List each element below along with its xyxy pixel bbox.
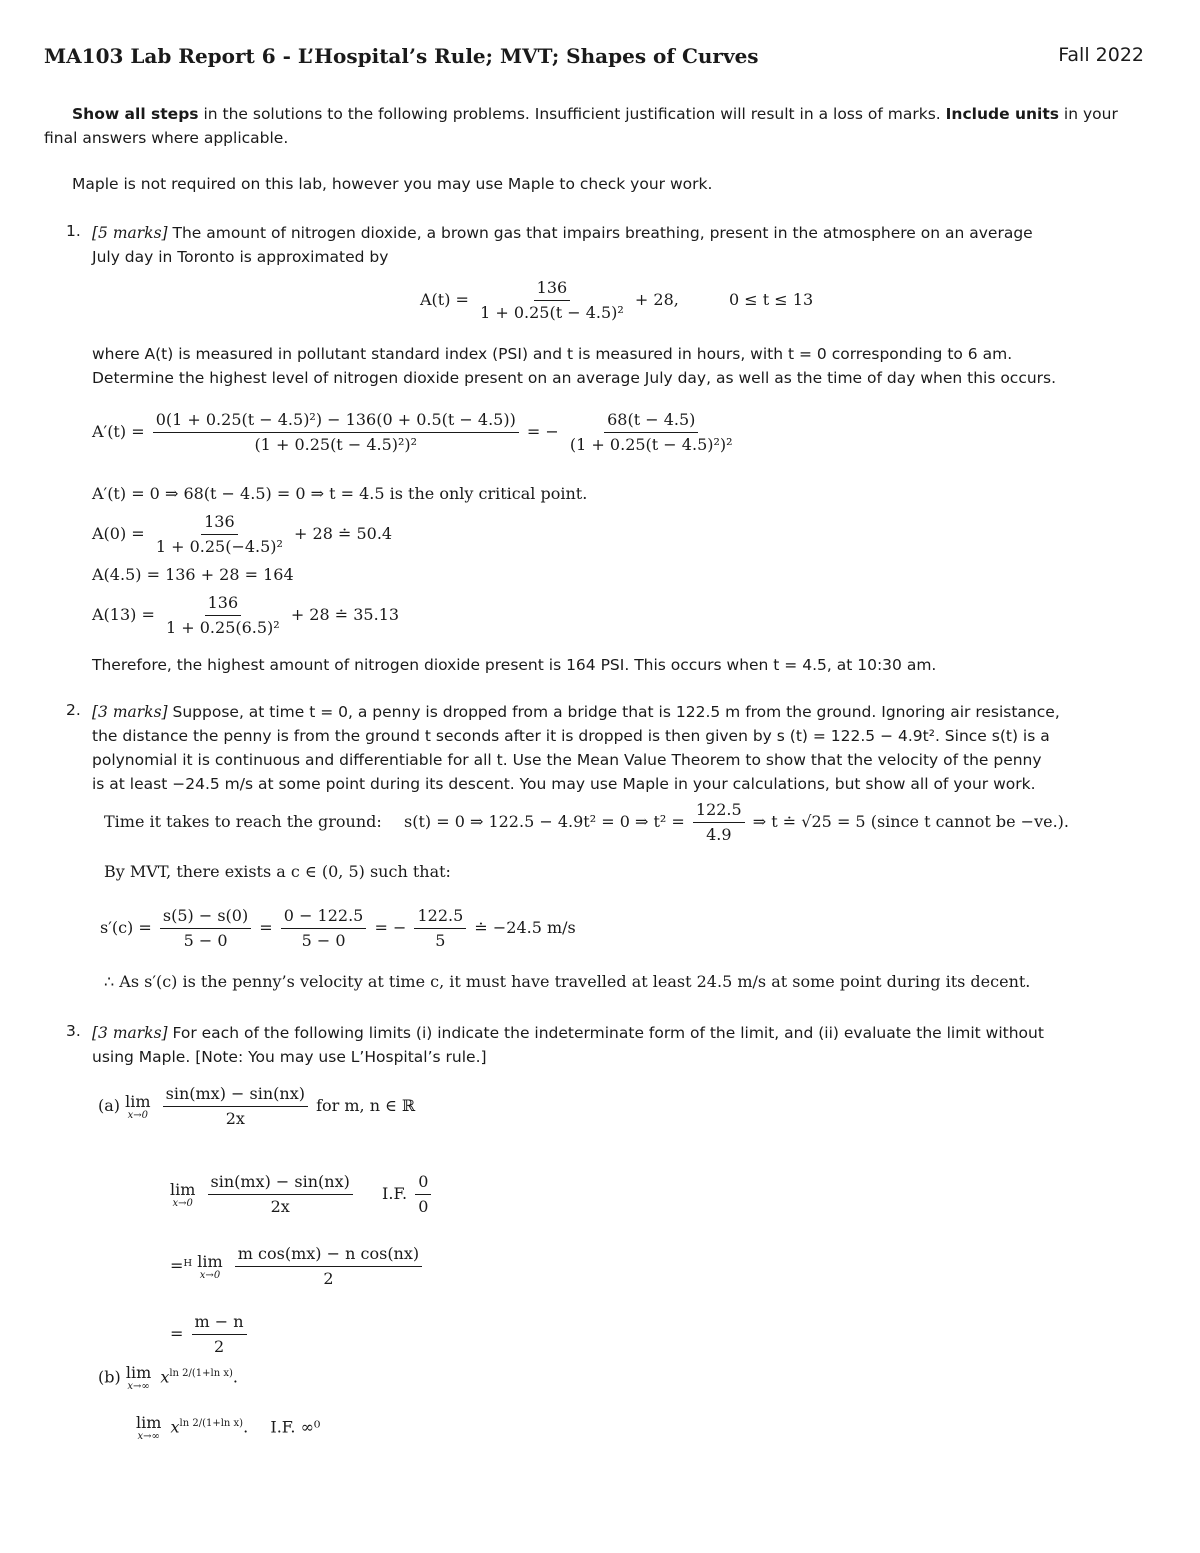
q3a-numerator: sin(mx) − sin(nx) bbox=[163, 1084, 308, 1107]
q3b-step1-period: . bbox=[243, 1417, 249, 1437]
q3a-step2-lim-word: lim bbox=[197, 1251, 223, 1271]
q1-a13 bbox=[92, 593, 399, 638]
q3a-if-denominator: 0 bbox=[418, 1197, 429, 1216]
q1-a0-fraction bbox=[153, 512, 286, 557]
q3a-step1-denominator: 2x bbox=[270, 1197, 290, 1216]
q1-formula-lhs: A(t) = bbox=[420, 290, 469, 309]
q1-a0-rest: + 28 ≐ 50.4 bbox=[294, 524, 393, 543]
q1-marks: [5 marks] bbox=[92, 224, 168, 242]
q3a-if-numerator: 0 bbox=[415, 1172, 431, 1195]
q1-text1: The amount of nitrogen dioxide, a brown gas that impairs breathing, present in the atmosphere on an average bbox=[167, 224, 1033, 242]
intro-bold-1: Show all steps bbox=[72, 105, 199, 123]
q1-statement-line1 bbox=[92, 221, 1033, 245]
q1-a0-denominator: 1 + 0.25(−4.5)² bbox=[155, 537, 283, 556]
q3a-denominator: 2x bbox=[225, 1109, 245, 1128]
q3a-condition: for m, n ∈ ℝ bbox=[316, 1096, 416, 1115]
q3a-limit bbox=[125, 1093, 150, 1121]
q3a-step3-numerator: m − n bbox=[192, 1312, 247, 1335]
q1-statement-line2: July day in Toronto is approximated by bbox=[92, 248, 389, 266]
q2-ground-denominator: 4.9 bbox=[706, 825, 732, 844]
q3a-if-fraction bbox=[415, 1172, 431, 1217]
q3b-lim-word: lim bbox=[125, 1363, 152, 1382]
q3a-step2-limit bbox=[197, 1253, 222, 1281]
q1-formula-rest: + 28, bbox=[634, 290, 679, 309]
q3b-base: x bbox=[160, 1367, 170, 1387]
q3a-fraction bbox=[163, 1084, 308, 1129]
q3b-step1 bbox=[136, 1414, 320, 1442]
q2-mvt-equation bbox=[100, 906, 576, 951]
q1-formula-numerator: 136 bbox=[534, 278, 571, 301]
q3a-step3-fraction bbox=[192, 1312, 247, 1357]
q3-number: 3. bbox=[66, 1022, 81, 1040]
q2-mvt-fraction-2 bbox=[281, 906, 367, 951]
q1-a13-fraction bbox=[163, 593, 283, 638]
q2-mvt-text: By MVT, there exists a c ∈ (0, 5) such that: bbox=[104, 862, 451, 881]
q3b-lim-sub: x→∞ bbox=[127, 1381, 150, 1392]
q2-mvt-equals-2: = − bbox=[374, 918, 407, 937]
q1-a13-numerator: 136 bbox=[205, 593, 242, 616]
q3b-step1-exponent: ln 2/(1+ln x) bbox=[179, 1418, 244, 1430]
q3a-problem bbox=[98, 1084, 415, 1129]
intro-text-1: in the solutions to the following problems. Insufficient justification will result in a loss of marks. bbox=[198, 105, 941, 123]
q2-statement-line4: is at least −24.5 m/s at some point during its descent. You may use Maple in your calculations, but show all of your work. bbox=[92, 775, 1036, 793]
q3a-step3 bbox=[170, 1312, 250, 1357]
intro-text-2: in your final answers where applicable. bbox=[44, 105, 1118, 147]
q2-mvt-denominator-1: 5 − 0 bbox=[183, 931, 228, 950]
q1-model-formula bbox=[420, 278, 813, 323]
q2-ground-numerator: 122.5 bbox=[693, 800, 745, 823]
q3a-step1-numerator: sin(mx) − sin(nx) bbox=[208, 1172, 353, 1195]
q2-mvt-numerator-1: s(5) − s(0) bbox=[160, 906, 251, 929]
q3-statement-line2: using Maple. [Note: You may use L’Hospital’s rule.] bbox=[92, 1048, 487, 1066]
q2-statement-line1 bbox=[92, 700, 1060, 724]
q3-statement-line1 bbox=[92, 1021, 1044, 1045]
q1-formula-denominator: 1 + 0.25(t − 4.5)² bbox=[480, 303, 624, 322]
q2-ground-eq1: s(t) = 0 ⇒ 122.5 − 4.9t² = 0 ⇒ t² = bbox=[403, 812, 685, 831]
q3b-step1-limit bbox=[136, 1414, 161, 1442]
q3a-step2 bbox=[170, 1244, 425, 1289]
q2-ground-fraction bbox=[693, 800, 745, 845]
q1-a45: A(4.5) = 136 + 28 = 164 bbox=[92, 565, 294, 584]
q3a-step2-denominator: 2 bbox=[323, 1269, 334, 1288]
q1-formula-fraction bbox=[477, 278, 627, 323]
q3a-lim-word: lim bbox=[125, 1091, 151, 1111]
q1-number: 1. bbox=[66, 222, 81, 240]
q3a-step2-lim-sub: x→0 bbox=[199, 1269, 221, 1281]
q2-marks: [3 marks] bbox=[92, 703, 168, 721]
q2-number: 2. bbox=[66, 701, 81, 719]
q3b-step1-lim-word: lim bbox=[136, 1413, 162, 1432]
q3b-step1-base: x bbox=[170, 1417, 180, 1437]
q3b-exponent: ln 2/(1+ln x) bbox=[169, 1368, 233, 1380]
q3b-problem bbox=[98, 1364, 238, 1392]
q3a-if-label: I.F. bbox=[382, 1184, 408, 1203]
q2-mvt-lhs: s′(c) = bbox=[100, 918, 152, 937]
q1-deriv-numerator-1: 0(1 + 0.25(t − 4.5)²) − 136(0 + 0.5(t − 4.5)) bbox=[153, 410, 519, 433]
q1-a13-denominator: 1 + 0.25(6.5)² bbox=[165, 618, 280, 637]
q3a-step1-lim-sub: x→0 bbox=[172, 1197, 193, 1209]
q1-a0-lhs: A(0) = bbox=[92, 524, 145, 543]
q3a-step1 bbox=[170, 1172, 434, 1217]
q2-mvt-result: ≐ −24.5 m/s bbox=[474, 918, 576, 937]
q3-line1: For each of the following limits (i) indicate the indeterminate form of the limit, and (ii) evaluate the limit without bbox=[167, 1024, 1044, 1042]
q3a-step1-limit bbox=[170, 1181, 195, 1209]
q3b-period: . bbox=[232, 1367, 239, 1387]
q3a-step2-fraction bbox=[235, 1244, 422, 1289]
q3a-step1-lim-word: lim bbox=[170, 1179, 196, 1199]
q1-deriv-denominator-1: (1 + 0.25(t − 4.5)²)² bbox=[254, 435, 418, 454]
q2-statement-line3: polynomial it is continuous and differentiable for all t. Use the Mean Value Theorem to show that the velocity of the penny bbox=[92, 751, 1042, 769]
q2-line1: Suppose, at time t = 0, a penny is dropped from a bridge that is 122.5 m from the ground. Ignoring air resistance, bbox=[167, 703, 1060, 721]
q3a-step3-denominator: 2 bbox=[213, 1337, 225, 1356]
maple-note: Maple is not required on this lab, however you may use Maple to check your work. bbox=[72, 175, 713, 193]
q3b-label: (b) bbox=[98, 1367, 121, 1387]
q3b-if-label: I.F. ∞⁰ bbox=[270, 1417, 321, 1437]
document-title: MA103 Lab Report 6 - L’Hospital’s Rule; MVT; Shapes of Curves bbox=[44, 44, 759, 68]
q1-deriv-denominator-2: (1 + 0.25(t − 4.5)²)² bbox=[569, 435, 733, 454]
intro-paragraph bbox=[44, 102, 1144, 150]
q1-deriv-fraction-1 bbox=[153, 410, 519, 455]
q3a-step1-fraction bbox=[208, 1172, 353, 1217]
q3b-step1-lim-sub: x→∞ bbox=[137, 1431, 160, 1442]
q2-mvt-fraction-3 bbox=[414, 906, 466, 951]
q1-where-line2: Determine the highest level of nitrogen dioxide present on an average July day, as well as the time of day when this occurs. bbox=[92, 369, 1057, 387]
q1-a0 bbox=[92, 512, 392, 557]
q1-a0-numerator: 136 bbox=[201, 512, 238, 535]
q2-mvt-equals-1: = bbox=[259, 918, 273, 937]
q3a-lim-sub: x→0 bbox=[127, 1109, 149, 1121]
q2-conclusion: ∴ As s′(c) is the penny’s velocity at time c, it must have travelled at least 24.5 m/s at some point during its decent. bbox=[104, 972, 1031, 991]
q1-a13-rest: + 28 ≐ 35.13 bbox=[290, 605, 400, 624]
q3a-step2-eq: =ᴴ bbox=[170, 1256, 193, 1275]
q1-deriv-fraction-2 bbox=[567, 410, 736, 455]
q1-deriv-numerator-2: 68(t − 4.5) bbox=[604, 410, 698, 433]
q1-critical-point: A′(t) = 0 ⇒ 68(t − 4.5) = 0 ⇒ t = 4.5 is the only critical point. bbox=[92, 484, 588, 503]
q2-mvt-numerator-2: 0 − 122.5 bbox=[281, 906, 367, 929]
q2-mvt-numerator-3: 122.5 bbox=[414, 906, 466, 929]
q2-mvt-denominator-2: 5 − 0 bbox=[301, 931, 346, 950]
q2-mvt-denominator-3: 5 bbox=[435, 931, 446, 950]
q2-mvt-fraction-1 bbox=[160, 906, 251, 951]
q1-conclusion: Therefore, the highest amount of nitrogen dioxide present is 164 PSI. This occurs when t = 4.5, at 10:30 am. bbox=[92, 656, 937, 674]
q1-derivative bbox=[92, 410, 739, 455]
q3a-label: (a) bbox=[98, 1096, 121, 1115]
q1-deriv-eq: = − bbox=[526, 422, 559, 441]
intro-bold-2: Include units bbox=[945, 105, 1059, 123]
term-label: Fall 2022 bbox=[1058, 44, 1144, 66]
q3a-step3-eq: = bbox=[170, 1324, 184, 1343]
q3a-step2-numerator: m cos(mx) − n cos(nx) bbox=[235, 1244, 422, 1267]
q1-a13-lhs: A(13) = bbox=[92, 605, 155, 624]
q2-ground-eq2: ⇒ t ≐ √25 = 5 (since t cannot be −ve.). bbox=[752, 812, 1069, 831]
q1-deriv-lhs: A′(t) = bbox=[92, 422, 145, 441]
q2-ground-time bbox=[104, 800, 1069, 845]
q1-where-line1: where A(t) is measured in pollutant standard index (PSI) and t is measured in hours, with t = 0 corresponding to 6 am. bbox=[92, 345, 1013, 363]
q3-marks: [3 marks] bbox=[92, 1024, 168, 1042]
q2-statement-line2: the distance the penny is from the ground t seconds after it is dropped is then given by s (t) = 122.5 − 4.9t². Since s(t) is a bbox=[92, 727, 1050, 745]
q1-formula-domain: 0 ≤ t ≤ 13 bbox=[729, 290, 814, 309]
q2-ground-label: Time it takes to reach the ground: bbox=[104, 812, 382, 831]
q3b-limit bbox=[126, 1364, 151, 1392]
